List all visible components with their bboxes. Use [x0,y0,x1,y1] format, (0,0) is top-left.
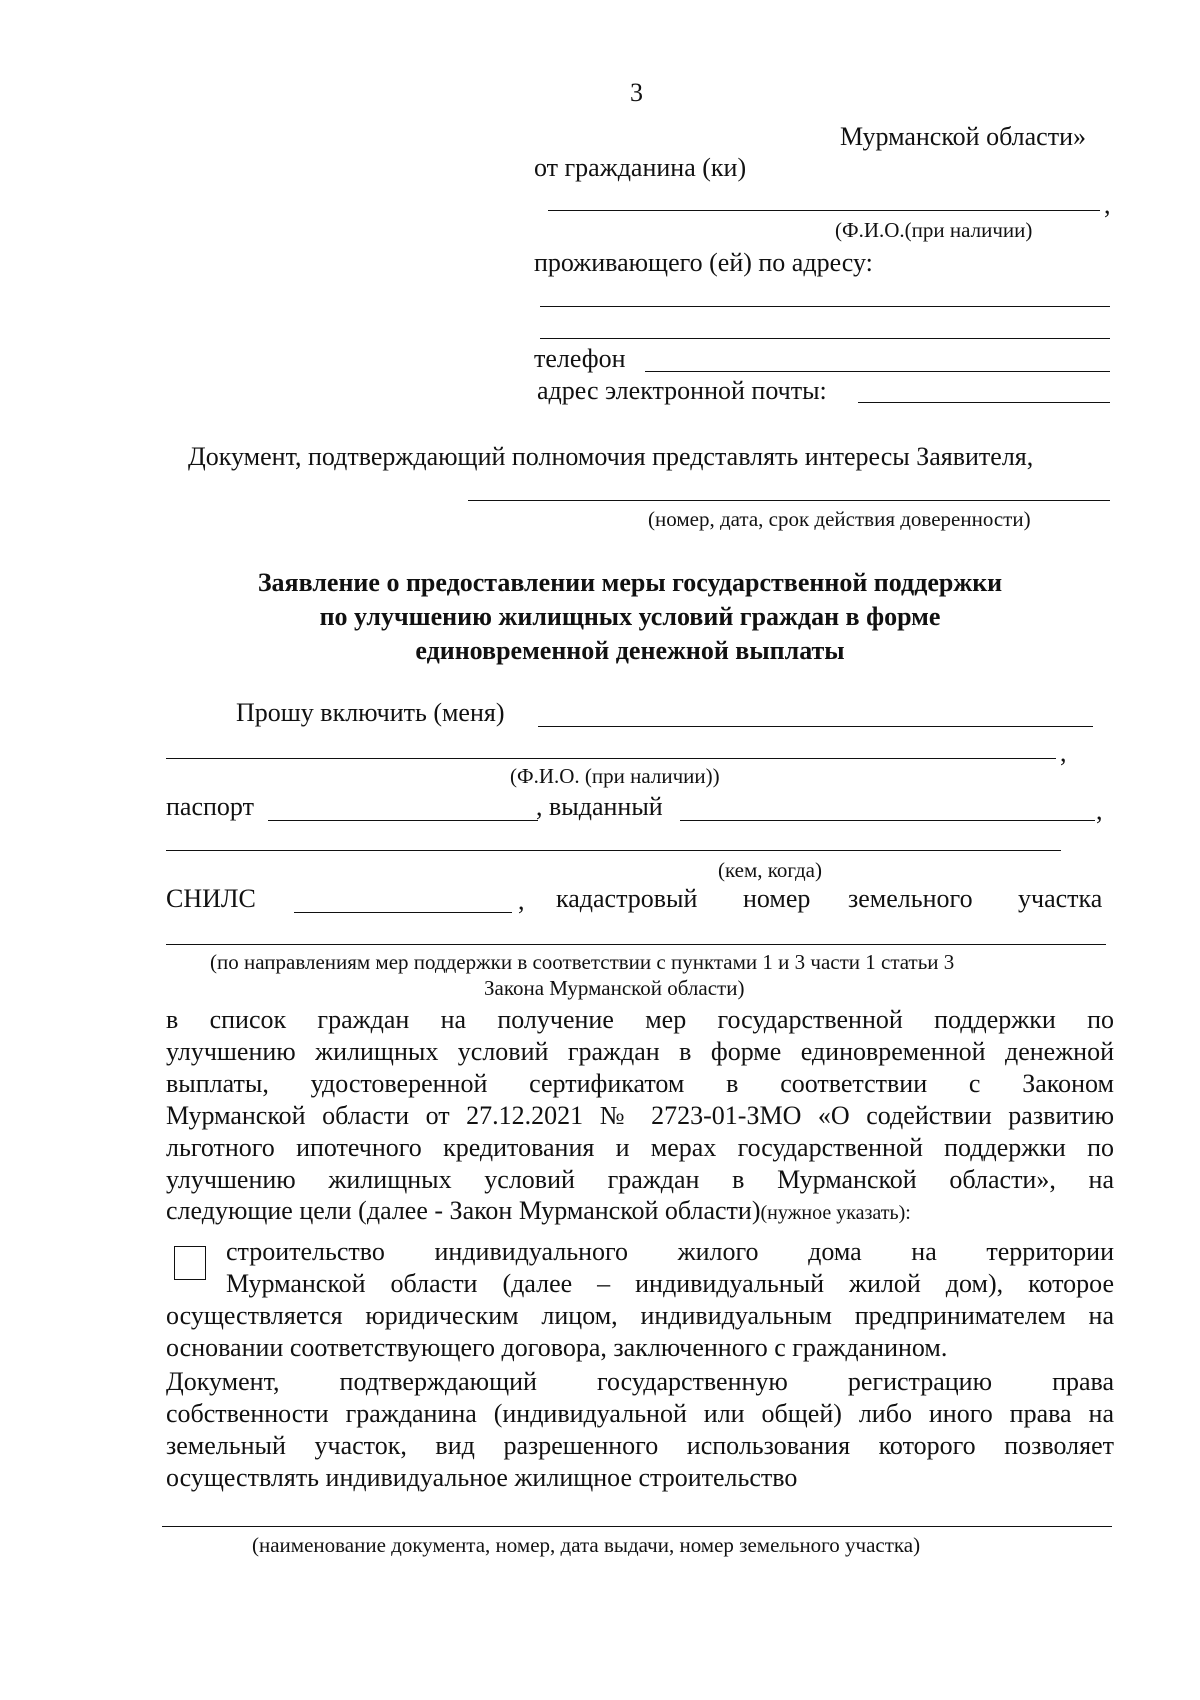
option-line-2: Мурманской области (далее – индивидуальный жилой дом), которое [226,1269,1114,1298]
passport-line [268,820,538,821]
cadastral-caption-1: (по направлениям мер поддержки в соответствии с пунктами 1 и 3 части 1 статьи 3 [210,950,955,974]
email-label: адрес электронной почты: [537,376,827,405]
fio-comma: , [1104,190,1111,219]
option-line-3: осуществляется юридическим лицом, индивидуальным предпринимателем на [166,1301,1114,1330]
body-line: льготного ипотечного кредитования и мерах государственной поддержки по [166,1133,1114,1162]
snils-label: СНИЛС [166,884,256,913]
fio-caption: (Ф.И.О.(при наличии) [835,218,1033,242]
header-region-end: Мурманской области» [840,122,1086,151]
body-last-line-note: (нужное указать): [760,1202,911,1224]
document-last-line: осуществлять индивидуальное жилищное строительство [166,1463,798,1492]
title-line-1: Заявление о предоставлении меры государственной поддержки [257,568,1003,597]
representative-caption: (номер, дата, срок действия доверенности) [648,507,1031,531]
body-last-line-main: следующие цели (далее - Закон Мурманской области) [166,1196,761,1225]
representative-text: Документ, подтверждающий полномочия представлять интересы Заявителя, [188,442,1034,471]
body-last-line [166,1196,911,1226]
body-line: Мурманской области от 27.12.2021 № 2723-01-ЗМО «О содействии развитию [166,1101,1114,1130]
email-line [858,402,1110,403]
fio-comma-2: , [1060,738,1067,767]
issued-label: , выданный [536,792,663,821]
cadastral-caption-2: Закона Мурманской области) [484,976,745,1000]
issued-comma: , [1096,796,1103,825]
include-label: Прошу включить (меня) [236,698,505,727]
body-line: выплаты, удостоверенной сертификатом в соответствии с Законом [166,1069,1114,1098]
passport-label: паспорт [166,792,254,821]
option-line-4: основании соответствующего договора, заключенного с гражданином. [166,1333,948,1362]
cadastral-line [166,944,1106,945]
phone-label: телефон [534,344,626,373]
issued-caption: (кем, когда) [718,858,822,882]
issued-line [680,820,1095,821]
option-line-1: строительство индивидуального жилого дома на территории [226,1237,1114,1266]
fio-line [548,210,1100,211]
issued-line-2 [166,850,1061,851]
cadastral-word-2: номер [743,884,811,913]
construction-option-checkbox[interactable] [174,1246,206,1280]
cadastral-word-1: кадастровый [556,884,698,913]
fio-caption-2: (Ф.И.О. (при наличии)) [510,764,720,788]
snils-comma: , [518,886,525,915]
document-line-field [162,1526,1112,1527]
phone-line [645,371,1110,372]
cadastral-word-3: земельного [848,884,973,913]
body-line: улучшению жилищных условий граждан в форме единовременной денежной [166,1037,1114,1066]
representative-line [468,500,1110,501]
document-line: земельный участок, вид разрешенного использования которого позволяет [166,1431,1114,1460]
address-line-2 [540,338,1110,339]
body-line: улучшению жилищных условий граждан в Мурманской области», на [166,1165,1114,1194]
address-label: проживающего (ей) по адресу: [534,248,873,277]
title-line-2: по улучшению жилищных условий граждан в форме [319,602,941,631]
include-line [538,726,1093,727]
body-line: в список граждан на получение мер государственной поддержки по [166,1005,1114,1034]
document-caption: (наименование документа, номер, дата выдачи, номер земельного участка) [252,1533,921,1557]
address-line-1 [540,306,1110,307]
cadastral-word-4: участка [1018,884,1103,913]
document-line: Документ, подтверждающий государственную регистрацию права [166,1367,1114,1396]
snils-line [294,912,512,913]
fio-line-2 [166,758,1056,759]
document-line: собственности гражданина (индивидуальной или общей) либо иного права на [166,1399,1114,1428]
page-number: 3 [630,78,643,107]
header-from-citizen: от гражданина (ки) [534,153,747,182]
title-line-3: единовременной денежной выплаты [415,636,845,665]
